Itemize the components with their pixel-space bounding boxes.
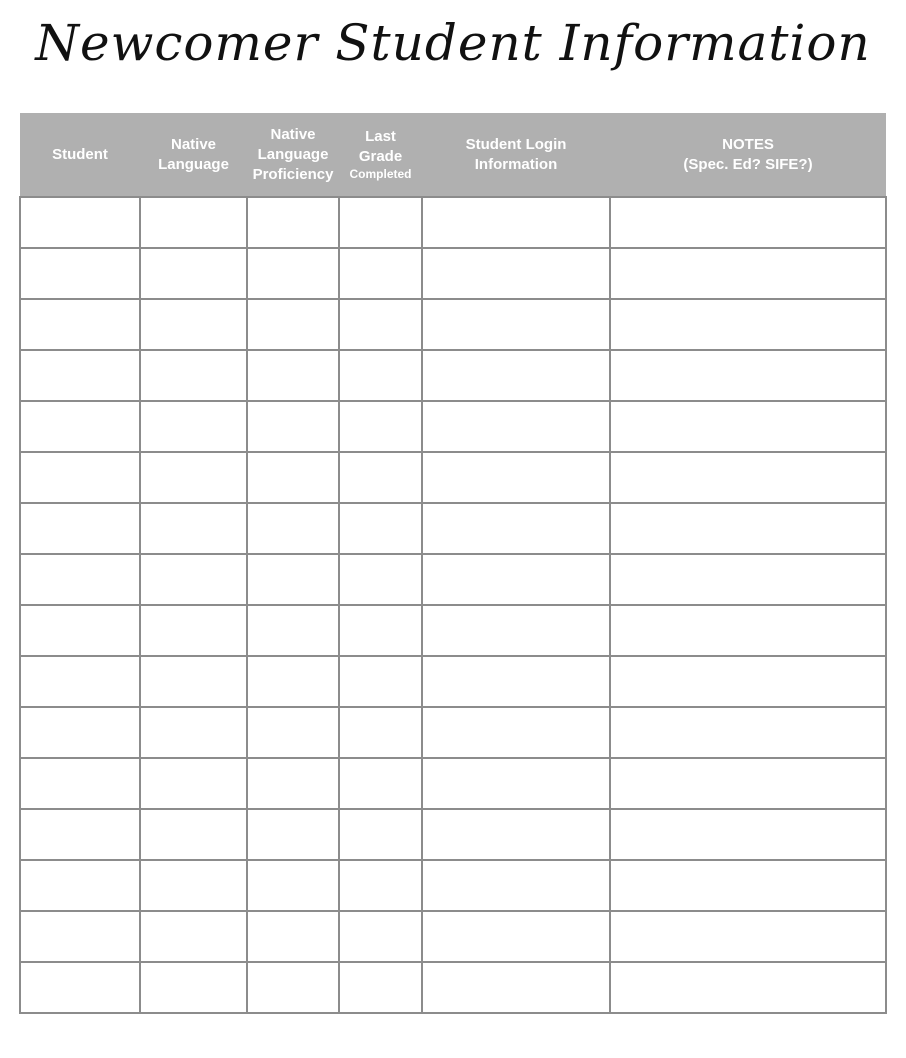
cell-native-language[interactable] [140, 911, 247, 962]
table-row [20, 860, 886, 911]
cell-login-information[interactable] [422, 656, 610, 707]
cell-language-proficiency[interactable] [247, 503, 339, 554]
table-row [20, 554, 886, 605]
header-line: Last [365, 128, 396, 145]
column-header-native-language-proficiency [247, 113, 339, 197]
table-row [20, 503, 886, 554]
cell-login-information[interactable] [422, 962, 610, 1013]
cell-notes[interactable] [610, 299, 886, 350]
cell-login-information[interactable] [422, 707, 610, 758]
header-line: Student [52, 145, 108, 163]
table-row [20, 299, 886, 350]
cell-login-information[interactable] [422, 401, 610, 452]
cell-login-information[interactable] [422, 758, 610, 809]
cell-student[interactable] [20, 554, 140, 605]
page-title: Newcomer Student Information [35, 14, 871, 72]
cell-native-language[interactable] [140, 248, 247, 299]
cell-last-grade[interactable] [339, 605, 422, 656]
cell-notes[interactable] [610, 758, 886, 809]
table-row [20, 911, 886, 962]
cell-native-language[interactable] [140, 401, 247, 452]
cell-language-proficiency[interactable] [247, 911, 339, 962]
header-subtext: Completed [349, 167, 412, 181]
cell-native-language[interactable] [140, 605, 247, 656]
cell-student[interactable] [20, 248, 140, 299]
cell-student[interactable] [20, 299, 140, 350]
cell-language-proficiency[interactable] [247, 656, 339, 707]
cell-language-proficiency[interactable] [247, 248, 339, 299]
header-line: Language [257, 145, 329, 163]
cell-native-language[interactable] [140, 350, 247, 401]
cell-native-language[interactable] [140, 452, 247, 503]
cell-student[interactable] [20, 707, 140, 758]
cell-language-proficiency[interactable] [247, 197, 339, 248]
cell-native-language[interactable] [140, 758, 247, 809]
cell-language-proficiency[interactable] [247, 299, 339, 350]
table-row [20, 809, 886, 860]
cell-login-information[interactable] [422, 605, 610, 656]
cell-language-proficiency[interactable] [247, 707, 339, 758]
cell-student[interactable] [20, 401, 140, 452]
header-line: Native [170, 135, 217, 153]
cell-language-proficiency[interactable] [247, 860, 339, 911]
cell-native-language[interactable] [140, 503, 247, 554]
table-row [20, 350, 886, 401]
cell-last-grade[interactable] [339, 911, 422, 962]
cell-native-language[interactable] [140, 656, 247, 707]
table-body [20, 197, 886, 1013]
cell-notes[interactable] [610, 911, 886, 962]
header-line: Native [270, 125, 316, 143]
cell-language-proficiency[interactable] [247, 962, 339, 1013]
column-header-notes [610, 113, 886, 197]
table-row [20, 707, 886, 758]
cell-native-language[interactable] [140, 860, 247, 911]
table-row [20, 197, 886, 248]
cell-last-grade[interactable] [339, 248, 422, 299]
cell-last-grade[interactable] [339, 707, 422, 758]
cell-language-proficiency[interactable] [247, 452, 339, 503]
cell-native-language[interactable] [140, 554, 247, 605]
cell-login-information[interactable] [422, 350, 610, 401]
cell-login-information[interactable] [422, 452, 610, 503]
cell-notes[interactable] [610, 707, 886, 758]
header-line: Language [158, 155, 229, 173]
cell-login-information[interactable] [422, 809, 610, 860]
cell-notes[interactable] [610, 656, 886, 707]
cell-last-grade[interactable] [339, 401, 422, 452]
table-row [20, 401, 886, 452]
cell-language-proficiency[interactable] [247, 605, 339, 656]
cell-student[interactable] [20, 656, 140, 707]
cell-notes[interactable] [610, 401, 886, 452]
student-info-table [19, 113, 887, 1014]
cell-student[interactable] [20, 452, 140, 503]
table-row [20, 605, 886, 656]
cell-last-grade[interactable] [339, 350, 422, 401]
cell-login-information[interactable] [422, 860, 610, 911]
table-row [20, 452, 886, 503]
cell-student[interactable] [20, 197, 140, 248]
cell-student[interactable] [20, 962, 140, 1013]
table-header-row [20, 113, 886, 197]
cell-student[interactable] [20, 350, 140, 401]
cell-student[interactable] [20, 860, 140, 911]
column-header-last-grade-completed [339, 113, 422, 197]
cell-student[interactable] [20, 758, 140, 809]
cell-login-information[interactable] [422, 503, 610, 554]
cell-student[interactable] [20, 809, 140, 860]
table-row [20, 656, 886, 707]
header-line: Grade [358, 148, 403, 165]
header-line: Student Login [465, 135, 567, 153]
cell-native-language[interactable] [140, 809, 247, 860]
cell-login-information[interactable] [422, 911, 610, 962]
cell-language-proficiency[interactable] [247, 401, 339, 452]
cell-notes[interactable] [610, 554, 886, 605]
table-row [20, 962, 886, 1013]
cell-login-information[interactable] [422, 299, 610, 350]
cell-last-grade[interactable] [339, 809, 422, 860]
cell-last-grade[interactable] [339, 503, 422, 554]
cell-login-information[interactable] [422, 197, 610, 248]
cell-student[interactable] [20, 605, 140, 656]
cell-notes[interactable] [610, 350, 886, 401]
header-line: (Spec. Ed? SIFE?) [683, 155, 813, 173]
cell-login-information[interactable] [422, 554, 610, 605]
cell-notes[interactable] [610, 809, 886, 860]
column-header-student-login-information [422, 113, 610, 197]
header-line: Proficiency [252, 165, 334, 183]
header-line: Information [474, 155, 558, 173]
cell-last-grade[interactable] [339, 860, 422, 911]
cell-native-language[interactable] [140, 707, 247, 758]
cell-notes[interactable] [610, 860, 886, 911]
cell-last-grade[interactable] [339, 656, 422, 707]
cell-last-grade[interactable] [339, 299, 422, 350]
column-header-student [20, 113, 140, 197]
cell-native-language[interactable] [140, 299, 247, 350]
cell-native-language[interactable] [140, 962, 247, 1013]
column-header-native-language [140, 113, 247, 197]
cell-language-proficiency[interactable] [247, 554, 339, 605]
table-row [20, 758, 886, 809]
cell-notes[interactable] [610, 248, 886, 299]
cell-student[interactable] [20, 911, 140, 962]
cell-notes[interactable] [610, 452, 886, 503]
cell-last-grade[interactable] [339, 962, 422, 1013]
header-line: NOTES [722, 135, 774, 153]
cell-last-grade[interactable] [339, 554, 422, 605]
cell-login-information[interactable] [422, 248, 610, 299]
cell-last-grade[interactable] [339, 197, 422, 248]
cell-notes[interactable] [610, 503, 886, 554]
cell-language-proficiency[interactable] [247, 809, 339, 860]
cell-last-grade[interactable] [339, 758, 422, 809]
cell-notes[interactable] [610, 197, 886, 248]
table-row [20, 248, 886, 299]
cell-notes[interactable] [610, 605, 886, 656]
cell-native-language[interactable] [140, 197, 247, 248]
cell-notes[interactable] [610, 962, 886, 1013]
cell-last-grade[interactable] [339, 452, 422, 503]
cell-language-proficiency[interactable] [247, 758, 339, 809]
cell-language-proficiency[interactable] [247, 350, 339, 401]
cell-student[interactable] [20, 503, 140, 554]
